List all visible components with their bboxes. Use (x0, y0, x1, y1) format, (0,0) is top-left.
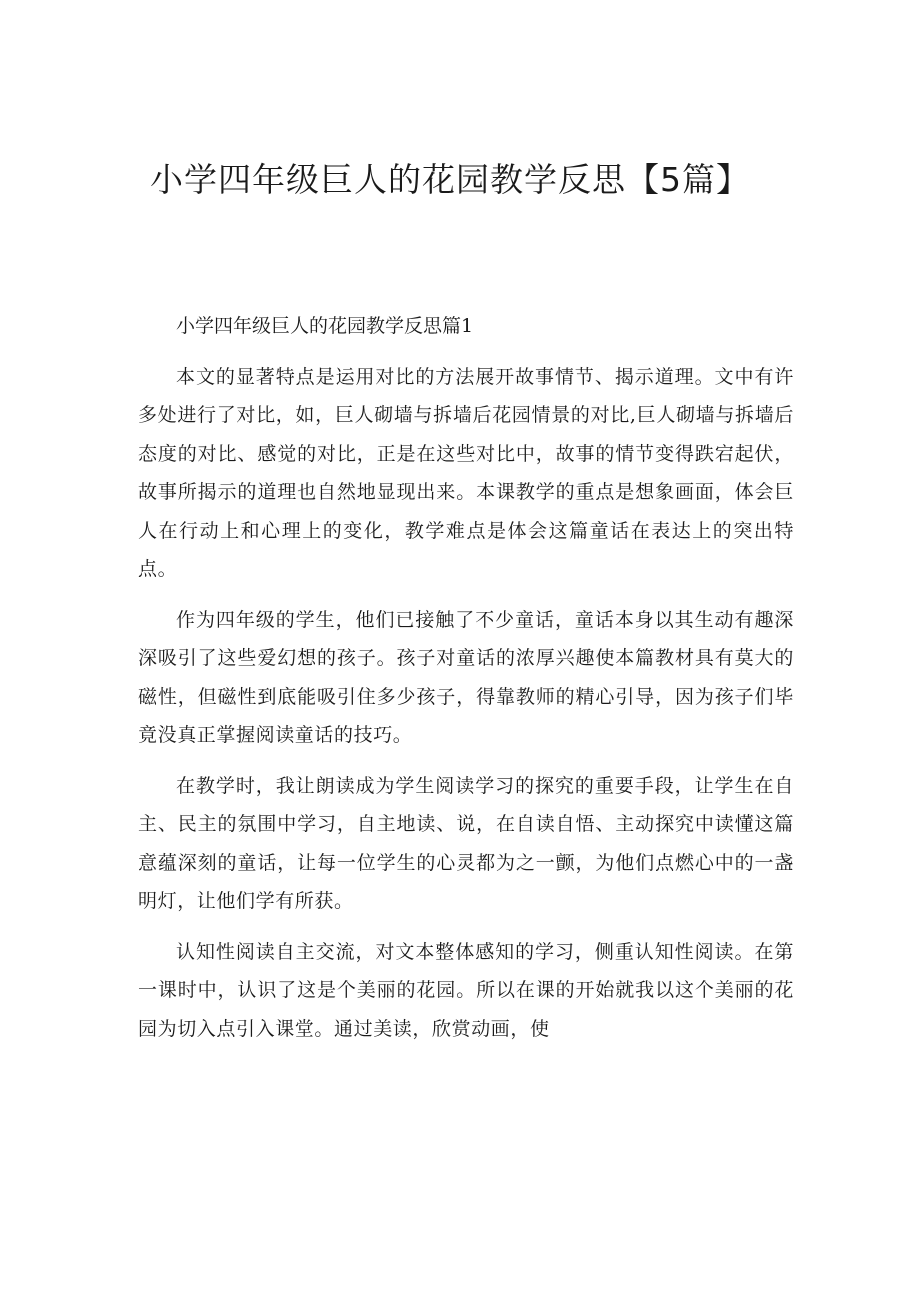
document-title: 小学四年级巨人的花园教学反思【5篇】 (150, 160, 750, 199)
document-body (138, 307, 794, 1060)
paragraph-2: 作为四年级的学生，他们已接触了不少童话，童话本身以其生动有趣深深吸引了这些爱幻想的孩子。孩子对童话的浓厚兴趣使本篇教材具有莫大的磁性，但磁性到底能吸引住多少孩子，得靠教师的精心引导，因为孩子们毕竟没真正掌握阅读童话的技巧。 (138, 608, 794, 746)
paragraph-3: 在教学时，我让朗读成为学生阅读学习的探究的重要手段，让学生在自主、民主的氛围中学习，自主地读、说，在自读自悟、主动探究中读懂这篇意蕴深刻的童话，让每一位学生的心灵都为之一颤，为他们点燃心中的一盏明灯，让他们学有所获。 (138, 774, 794, 912)
paragraph-4: 认知性阅读自主交流，对文本整体感知的学习，侧重认知性阅读。在第一课时中，认识了这是个美丽的花园。所以在课的开始就我以这个美丽的花园为切入点引入课堂。通过美读，欣赏动画，使 (138, 940, 794, 1040)
section-heading: 小学四年级巨人的花园教学反思篇1 (176, 315, 474, 337)
paragraph-1: 本文的显著特点是运用对比的方法展开故事情节、揭示道理。文中有许多处进行了对比，如，巨人砌墙与拆墙后花园情景的对比,巨人砌墙与拆墙后态度的对比、感觉的对比，正是在这些对比中，故事的情节变得跌宕起伏，故事所揭示的道理也自然地显现出来。本课教学的重点是想象画面，体会巨人在行动上和心理上的变化，教学难点是体会这篇童话在表达上的突出特点。 (138, 365, 794, 580)
